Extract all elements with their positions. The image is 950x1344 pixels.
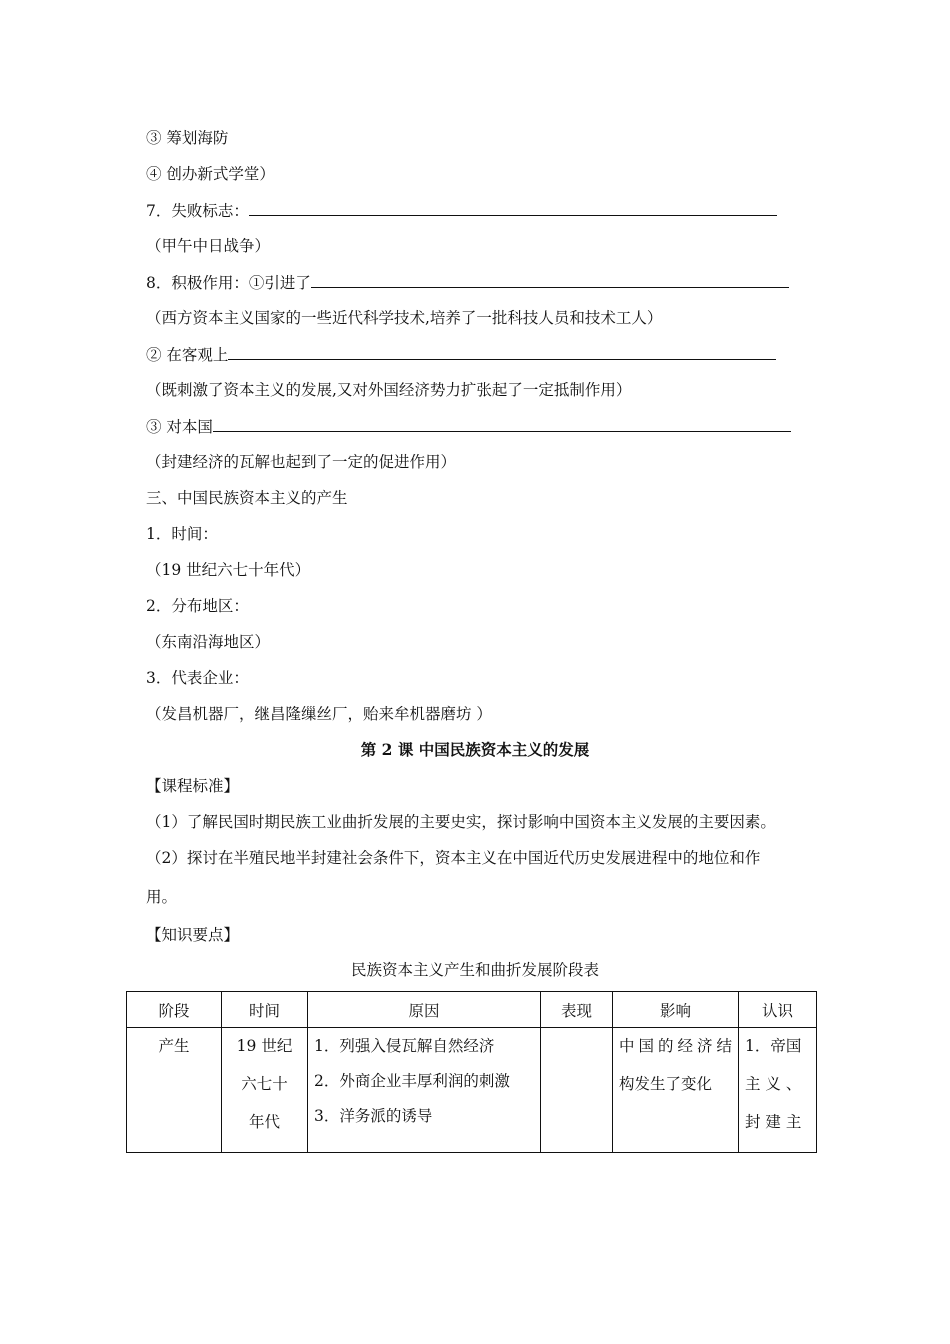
label: 7．失败标志： bbox=[146, 202, 249, 220]
standard-item-2-cont: 用。 bbox=[146, 888, 178, 906]
table-caption: 民族资本主义产生和曲折发展阶段表 bbox=[350, 961, 599, 979]
text-line-positive-role bbox=[146, 272, 789, 293]
text-line-enterprise: 3．代表企业： bbox=[146, 669, 249, 687]
text-line-answer: （东南沿海地区） bbox=[146, 633, 271, 651]
table-row bbox=[127, 1028, 817, 1153]
header-stage: 阶段 bbox=[127, 992, 222, 1028]
standard-heading: 【课程标准】 bbox=[146, 777, 240, 795]
standard-item-2: （2）探讨在半殖民地半封建社会条件下，资本主义在中国近代历史发展进程中的地位和作 bbox=[146, 849, 761, 867]
text-line-failure-mark bbox=[146, 200, 777, 221]
text-line-haifang: ③ 筹划海防 bbox=[146, 129, 229, 147]
understanding-line: 主 义 、 bbox=[745, 1075, 802, 1093]
cell-understanding bbox=[739, 1028, 817, 1153]
stage-text: 产生 bbox=[158, 1037, 190, 1055]
cell-impact bbox=[613, 1028, 739, 1153]
time-line: 19 世纪 bbox=[236, 1037, 293, 1055]
fill-blank bbox=[311, 272, 789, 288]
standard-item-1: （1）了解民国时期民族工业曲折发展的主要史实，探讨影响中国资本主义发展的主要因素。 bbox=[146, 813, 776, 831]
header-reason: 原因 bbox=[308, 992, 541, 1028]
table-header-row bbox=[127, 992, 817, 1028]
lesson-title: 第 2 课 中国民族资本主义的发展 bbox=[360, 740, 590, 759]
fill-blank bbox=[249, 200, 777, 216]
label: ③ 对本国 bbox=[146, 418, 213, 436]
text-line-objective bbox=[146, 344, 776, 365]
cell-stage bbox=[127, 1028, 222, 1153]
text-line-answer: （西方资本主义国家的一些近代科学技术,培养了一批科技人员和技术工人） bbox=[146, 309, 663, 327]
fill-blank bbox=[213, 416, 791, 432]
cell-time bbox=[222, 1028, 308, 1153]
text-line-answer: （19 世纪六七十年代） bbox=[146, 561, 311, 579]
cell-reason bbox=[308, 1028, 541, 1153]
understanding-line: 封 建 主 bbox=[745, 1113, 802, 1131]
text-line-answer: （发昌机器厂，继昌隆缫丝厂，贻来牟机器磨坊 ） bbox=[146, 705, 492, 723]
points-heading: 【知识要点】 bbox=[146, 926, 240, 944]
header-understanding: 认识 bbox=[739, 992, 817, 1028]
time-line: 年代 bbox=[248, 1113, 280, 1131]
text-line-time: 1．时间： bbox=[146, 525, 218, 543]
understanding-line: 1．帝国 bbox=[745, 1037, 802, 1055]
impact-line: 构发生了变化 bbox=[619, 1075, 713, 1093]
header-impact: 影响 bbox=[613, 992, 739, 1028]
reason-line: 2．外商企业丰厚利润的刺激 bbox=[314, 1072, 510, 1090]
cell-performance bbox=[541, 1028, 613, 1153]
text-line-region: 2．分布地区： bbox=[146, 597, 249, 615]
text-line-answer: （既刺激了资本主义的发展,又对外国经济势力扩张起了一定抵制作用） bbox=[146, 381, 632, 399]
section-heading: 三、中国民族资本主义的产生 bbox=[146, 489, 348, 507]
reason-line: 1．列强入侵瓦解自然经济 bbox=[314, 1037, 495, 1055]
header-performance: 表现 bbox=[541, 992, 613, 1028]
impact-line: 中国的经济结 bbox=[619, 1037, 732, 1055]
fill-blank bbox=[228, 344, 776, 360]
text-line-domestic bbox=[146, 416, 791, 437]
label: 8．积极作用：①引进了 bbox=[146, 274, 311, 292]
text-line-xuetang: ④ 创办新式学堂） bbox=[146, 165, 275, 183]
text-line-answer: （甲午中日战争） bbox=[146, 237, 271, 255]
stage-table bbox=[126, 991, 817, 1153]
label: ② 在客观上 bbox=[146, 346, 229, 364]
time-line: 六七十 bbox=[241, 1075, 288, 1093]
reason-line: 3．洋务派的诱导 bbox=[314, 1107, 433, 1125]
header-time: 时间 bbox=[222, 992, 308, 1028]
text-line-answer: （封建经济的瓦解也起到了一定的促进作用） bbox=[146, 453, 457, 471]
